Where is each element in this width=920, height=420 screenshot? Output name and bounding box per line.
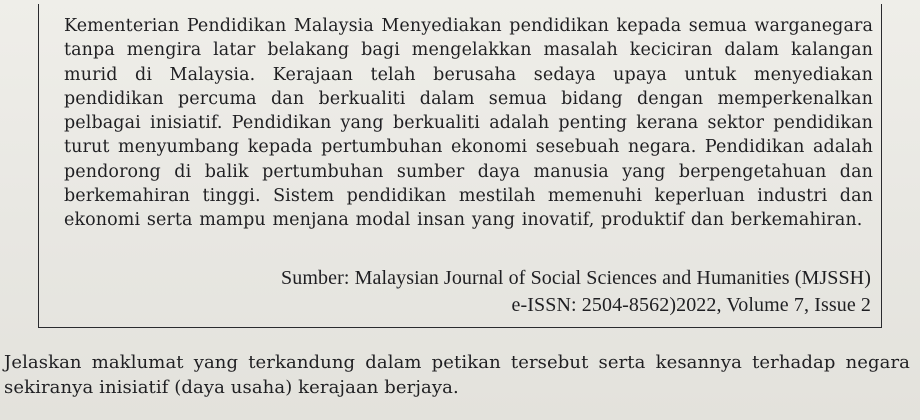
source-citation: [281, 265, 871, 319]
source-line-issn: e-ISSN: 2504-8562)2022, Volume 7, Issue 2: [511, 294, 871, 316]
source-line-journal: Sumber: Malaysian Journal of Social Sciences and Humanities (MJSSH): [281, 267, 871, 289]
passage-box: [38, 4, 882, 328]
question-line-2: sekiranya inisiatif (daya usaha) kerajaan berjaya.: [4, 377, 459, 398]
question-line-1: Jelaskan maklumat yang terkandung dalam petikan tersebut serta kesannya terhadap negara: [4, 352, 910, 373]
passage-text: Kementerian Pendidikan Malaysia Menyediakan pendidikan kepada semua warganegara tanpa mengira latar belakang bagi mengelakkan masalah keciciran dalam kalangan murid di Malaysia. Kerajaan telah berusaha sedaya upaya untuk menyediakan pendidikan percuma dan berkualiti dalam semua bidang dengan memperkenalkan pelbagai inisiatif. Pendidikan yang berkualiti adalah penting kerana sektor pendidikan turut menyumbang kepada pertumbuhan ekonomi sesebuah negara. Pendidikan adalah pendorong di balik pertumbuhan sumber daya manusia yang berpengetahuan dan berkemahiran tinggi. Sistem pendidikan mestilah memenuhi keperluan industri dan ekonomi serta mampu menjana modal insan yang inovatif, produktif dan berkemahiran.: [64, 16, 873, 231]
question-text: [4, 350, 910, 400]
